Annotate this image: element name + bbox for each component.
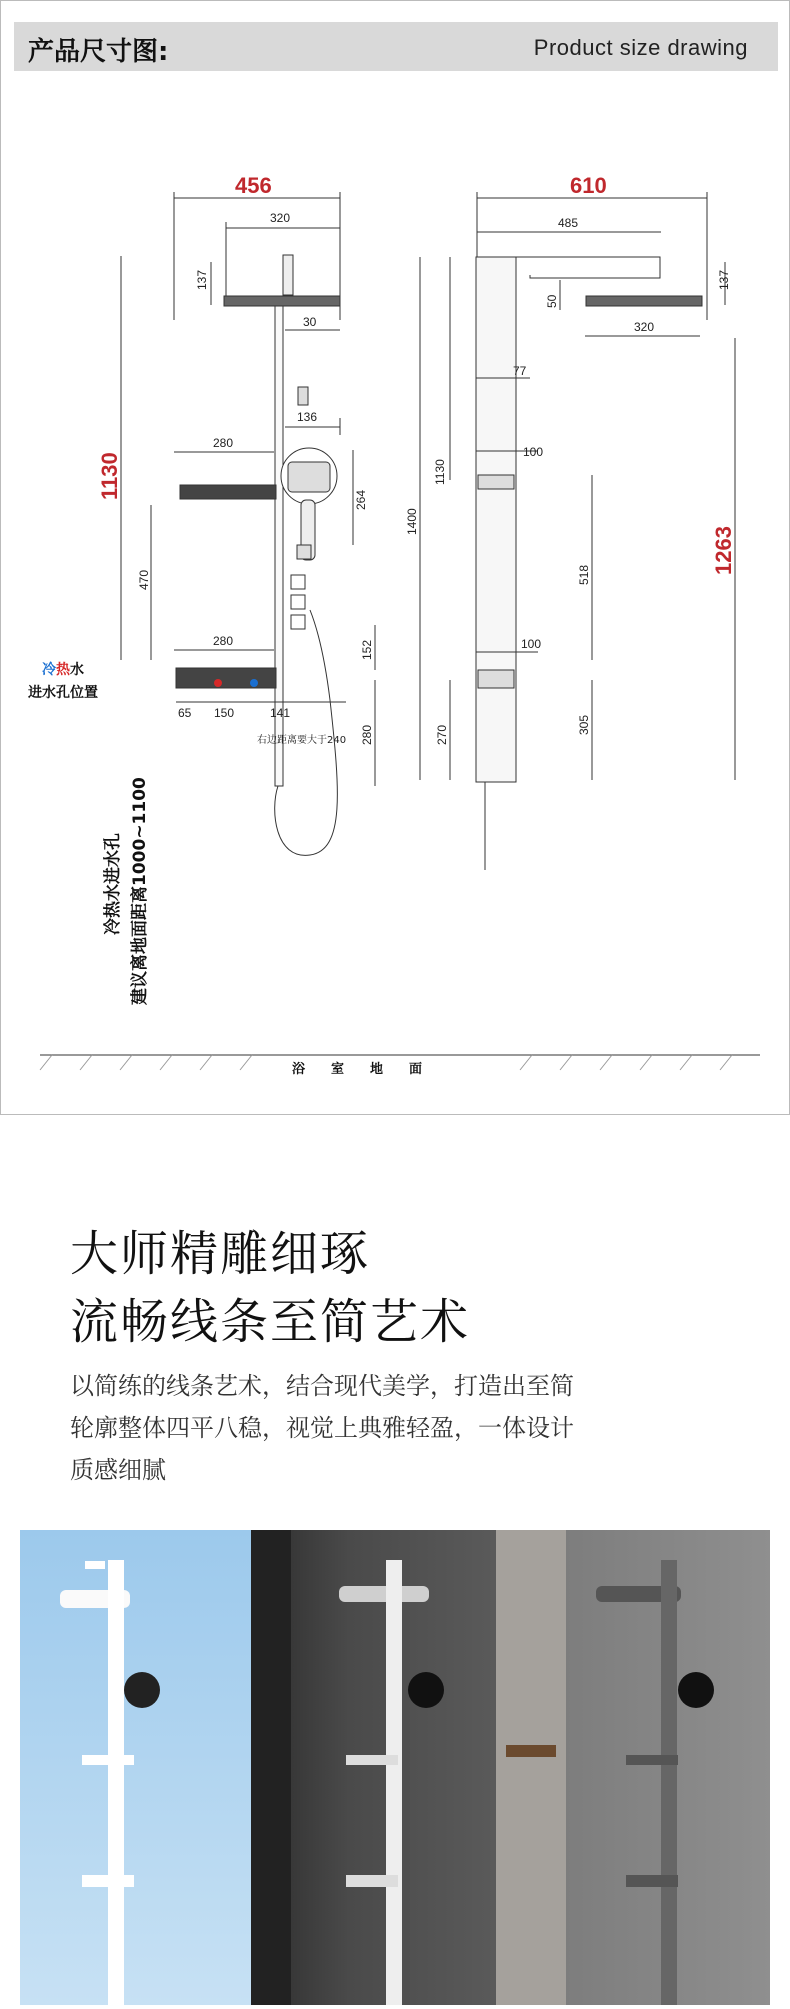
dim-1400: 1400 bbox=[405, 508, 419, 535]
dim-456: 456 bbox=[235, 173, 272, 198]
product-photo-gray bbox=[496, 1530, 770, 2005]
dim-141: 141 bbox=[270, 706, 291, 720]
dim-280-lower: 280 bbox=[213, 634, 234, 648]
white-shower-illustration bbox=[20, 1530, 251, 2005]
cold-label: 冷 bbox=[42, 662, 56, 678]
dim-610: 610 bbox=[570, 173, 607, 198]
dim-270: 270 bbox=[435, 724, 449, 745]
dim-280-upper: 280 bbox=[213, 436, 234, 450]
dim-264: 264 bbox=[354, 489, 368, 510]
chrome-shower-illustration bbox=[251, 1530, 496, 2005]
dim-1263: 1263 bbox=[711, 526, 736, 575]
header-title-en: Product size drawing bbox=[533, 35, 748, 60]
side-distance-note: 右边距离要大于240 bbox=[257, 735, 347, 746]
product-photo-white bbox=[20, 1530, 251, 2005]
hot-label: 热 bbox=[56, 662, 70, 678]
water-label: 水 bbox=[70, 662, 84, 678]
slogan-line-1: 大师精雕细琢 bbox=[70, 1226, 371, 1282]
dim-470: 470 bbox=[137, 569, 151, 590]
dim-518: 518 bbox=[577, 564, 591, 585]
dim-136: 136 bbox=[297, 410, 318, 424]
dim-137-side: 137 bbox=[717, 269, 731, 290]
inlet-position-label: 进水孔位置 bbox=[28, 685, 98, 701]
description-line-1: 以简练的线条艺术，结合现代美学，打造出至简 bbox=[70, 1372, 574, 1400]
description-line-2: 轮廓整体四平八稳，视觉上典雅轻盈，一体设计 bbox=[70, 1414, 574, 1442]
gray-shower-illustration bbox=[496, 1530, 770, 2005]
description-line-3: 质感细腻 bbox=[70, 1456, 166, 1484]
dim-137: 137 bbox=[195, 269, 209, 290]
inlet-label bbox=[42, 661, 84, 678]
dim-100-mid: 100 bbox=[521, 637, 542, 651]
dim-100-top: 100 bbox=[523, 445, 544, 459]
dim-1130-side: 1130 bbox=[433, 459, 447, 485]
header-title-cn: 产品尺寸图: bbox=[28, 37, 169, 67]
floor-label: 浴 室 地 面 bbox=[292, 1062, 423, 1077]
dim-152: 152 bbox=[360, 639, 374, 660]
dim-77: 77 bbox=[513, 364, 527, 378]
dim-320-side: 320 bbox=[634, 320, 655, 334]
dim-50: 50 bbox=[545, 294, 559, 308]
dim-1130-front: 1130 bbox=[97, 452, 122, 500]
dim-320: 320 bbox=[270, 211, 291, 225]
product-photo-chrome bbox=[251, 1530, 496, 2005]
dim-485: 485 bbox=[558, 216, 579, 230]
dim-305: 305 bbox=[577, 714, 591, 735]
dim-65: 65 bbox=[178, 706, 192, 720]
slogan-line-2: 流畅线条至简艺术 bbox=[70, 1294, 471, 1350]
dim-30: 30 bbox=[303, 315, 317, 329]
vertical-note-2: 建议离地面距离1000~1100 bbox=[130, 777, 150, 1005]
vertical-note-1: 冷热水进水孔 bbox=[103, 833, 123, 935]
dim-150: 150 bbox=[214, 706, 235, 720]
dim-280-bottom: 280 bbox=[360, 724, 374, 745]
